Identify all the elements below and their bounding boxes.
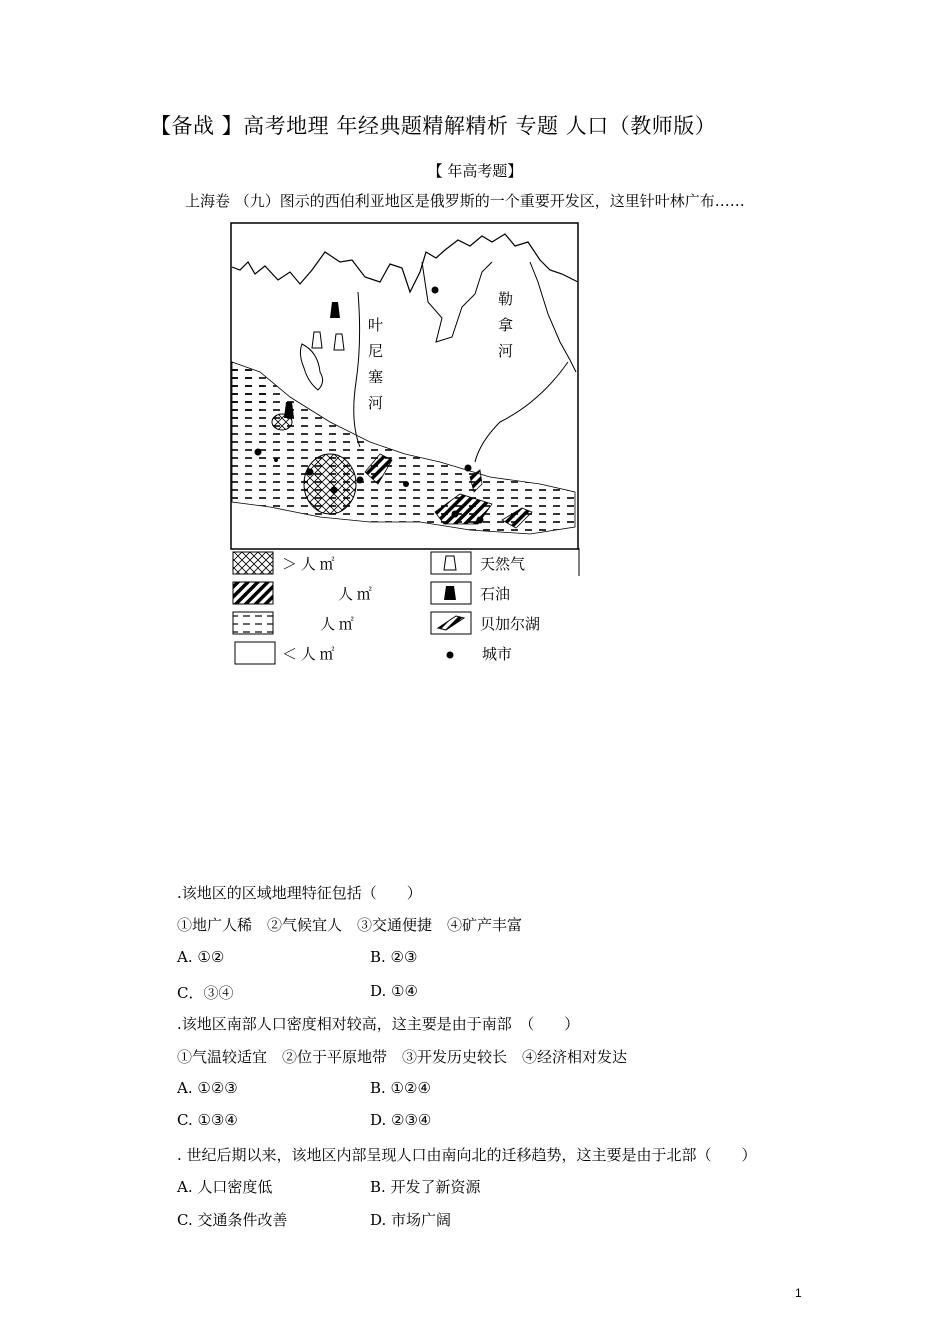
question-1-statements: ①地广人稀 ②气候宜人 ③交通便捷 ④矿产丰富 — [177, 916, 523, 934]
question-1-option-a: A. ①② — [177, 948, 225, 966]
question-3-option-c: C. 交通条件改善 — [177, 1211, 288, 1229]
legend-label-high: ＞ 人 ㎡ — [282, 557, 335, 573]
legend-swatch-low — [235, 642, 275, 664]
question-2-option-c: C. ①③④ — [177, 1111, 238, 1129]
question-2-statements: ①气温较适宜 ②位于平原地带 ③开发历史较长 ④经济相对发达 — [177, 1048, 628, 1066]
river-label-yenisei-2: 尼 — [368, 344, 384, 360]
river-label-lena-3: 河 — [498, 344, 514, 360]
siberia-population-map — [230, 222, 580, 552]
river-label-yenisei-1: 叶 — [368, 318, 384, 334]
legend-label-low: ＜ 人 ㎡ — [282, 647, 335, 663]
question-2-option-d: D. ②③④ — [370, 1111, 432, 1129]
river-label-lena-2: 拿 — [498, 318, 514, 334]
question-1-option-d: D. ①④ — [370, 982, 418, 1000]
legend-swatch-mid — [233, 612, 273, 634]
gas-icon — [444, 556, 456, 570]
question-2-stem: .该地区南部人口密度相对较高，这主要是由于南部 （ ） — [177, 1015, 580, 1033]
page-number: 1 — [795, 1286, 802, 1300]
legend-label-mid-high: 人 ㎡ — [338, 587, 372, 603]
legend-label-gas: 天然气 — [480, 557, 526, 573]
legend-label-mid: 人 ㎡ — [320, 617, 354, 633]
legend-label-oil: 石油 — [480, 587, 511, 603]
question-2-option-a: A. ①②③ — [177, 1079, 238, 1097]
question-1-stem: .该地区的区域地理特征包括（ ） — [177, 884, 422, 902]
question-2-option-b: B. ①②④ — [370, 1079, 431, 1097]
question-intro: 上海卷 （九）图示的西伯利亚地区是俄罗斯的一个重要开发区，这里针叶林广布…… — [185, 192, 745, 210]
question-3-option-b: B. 开发了新资源 — [370, 1178, 481, 1196]
question-1-option-b: B. ②③ — [370, 948, 418, 966]
document-title: 【备战 】高考地理 年经典题精解精析 专题 人口（教师版） — [150, 114, 717, 138]
legend-swatch-high — [233, 552, 273, 574]
city-icon — [447, 652, 454, 659]
question-3-option-d: D. 市场广阔 — [370, 1211, 452, 1229]
question-1-option-c: C．③④ — [177, 984, 234, 1002]
question-3-option-a: A. 人口密度低 — [177, 1178, 273, 1196]
river-label-yenisei-3: 塞 — [368, 370, 384, 386]
legend-label-city: 城市 — [482, 647, 513, 663]
river-label-lena-1: 勒 — [498, 292, 514, 308]
oil-icon — [444, 586, 456, 600]
legend-swatch-mid-high — [233, 582, 273, 604]
question-3-stem: . 世纪后期以来，该地区内部呈现人口由南向北的迁移趋势，这主要是由于北部（ ） — [177, 1146, 757, 1164]
river-label-yenisei-4: 河 — [368, 396, 384, 412]
map-legend — [230, 548, 590, 673]
section-subtitle: 【 年高考题】 — [427, 162, 523, 180]
legend-label-baikal: 贝加尔湖 — [480, 617, 541, 633]
